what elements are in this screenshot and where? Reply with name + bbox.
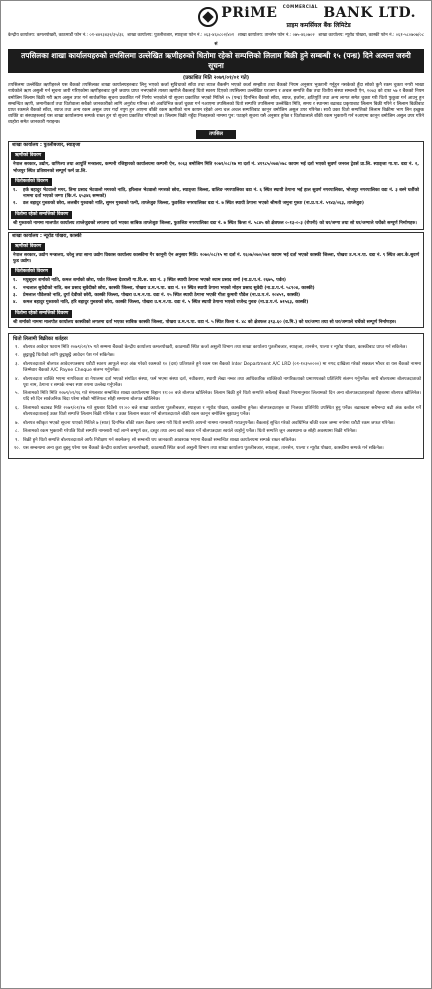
list-item: १. हर्क बहादुर भेटवालो मगर, तिमा प्रसाद भेटवालो मगरको नाति, हरिलाल भेटवालो मगरको छोरा, स्याङ्जा जिल्ला, वालिङ नगरपालिका वडा नं. ६ स्थित स्थायी ठेगाना भई हाल सुवर्ण नगरपालिका, भोजपुर नगरपालिका वडा नं. ३ बस्ने घर्तीको नाममा दर्ता भएको जग्गा (कि.नं. ६५३४६ सम्मको) <box>13 187 419 199</box>
term-item: १. बोलपत्र आवेदन फाराम मिति २०७९/०१/१५ गते सम्ममा बैंकको केन्द्रीय कार्यालय कमलपोखरी, काठमाडौं स्थित कर्जा असुली विभाग तथा शाखा कार्यालय पुतलीबजार, स्याङ्जा, तानसेन, पाल्पा र न्यूरोड पोखरा, कास्कीबाट प्राप्त गर्न सकिनेछ। <box>15 344 407 350</box>
contact-putalibazar: शाखा कार्यालय: पुतलीबजार, स्याङ्जा फोन नं.: ०६३-४६०८०२/४०१ <box>127 33 235 38</box>
branch-section-pokhara <box>8 232 424 329</box>
collateral-owner-list <box>9 188 423 210</box>
branch-location: शाखा कार्यालय : पुतलीबजार, स्याङ्जा <box>12 143 81 148</box>
term-item: ३. बोलपत्रदाताले बोलपत्र आवेदनपत्रसाथ धरौटी स्वरुप आफूले सदर अंक गरेको रकमको १० (दश) प्रतिशतले हुने रकम यस बैंकको Inter Department A/C LRD (०१-१०३५००००) मा नगद दाखिला गरेको सक्कल भौचर वा यस बैंकको नाममा जिम्मेवार बैंकको A/C Payee Cheque संलग्न गर्नुपर्नेछ। <box>15 362 421 374</box>
debtor-details: नेपाल सरकार, उद्योग मन्त्रालय, घरेलु तथा साना उद्योग विकास कार्यालय कास्कीमा गैर कानूनी ऐन अनुसार मिति: २०७०/०८/१५ मा दर्ता नं. १६०७/०७०/०७१ कायम भई दर्ता भएको कास्की जिल्ला, पोखरा उ.म.न.पा. वडा नं. ९ स्थित आर.के.सुवर्ण फुड उद्योग। <box>13 252 419 265</box>
notice-number: सं <box>214 41 218 47</box>
list-item: ३. प्रेमलाल पौडेलको नाति, दुर्गा देवीको छोरी, कास्की जिल्ला, पोखरा उ.म.न.पा. वडा नं. १५ स्थित स्थायी ठेगाना भएकी गीता कुमारी पौडेल (ना.प्र.प.नं. २०४५९, कास्की) <box>13 292 301 298</box>
branch-location: शाखा कार्यालय : न्यूरोड पोखरा, कास्की <box>12 233 82 239</box>
term-item: ६. लिलामको बढाबढ मिति २०७९/०१/१७ गते बुधबार दिउँसो ११:०० बजे शाखा कार्यालय पुतलीबजार, स्याङ्जा र न्यूरोड पोखरा, कास्कीमा हुनेछ। बोलपत्रदाताहरु वा निजका प्रतिनिधि उपस्थित हुनु पर्नेछ। बढाबढमा सबैभन्दा बढी अंक कबोल गर्ने बोलपत्रदातालाई उक्त धितो सम्पत्ति लिलाम बिक्री गरिनेछ र उक्त लिलाम सकार गर्ने बोलपत्रदाताले बाँकी रकम कानून बमोजिम बुझाउनु पर्नेछ। <box>15 405 421 417</box>
header <box>4 5 428 29</box>
contact-head-office: केन्द्रीय कार्यालय: कमलपोखरी, काठमाडौं फोन नं.: ०१-४४२३४३२/३५/३६ <box>8 33 124 38</box>
term-item: १०. यस सम्बन्धमा अन्य कुरा बुझ्नु परेमा यस बैंकको केन्द्रीय कार्यालय कमलपोखरी, काठमाडौं स्थित कर्जा असुली विभाग तथा शाखा कार्यालय पुतलीबजार, स्याङ्जा, तानसेन, पाल्पा र न्यूरोड पोखरा, कास्कीमा सम्पर्क गर्न सकिनेछ। <box>13 446 384 452</box>
notice-title: तपसिलका शाखा कार्यालयहरुको तपसिलमा उल्लेखित ऋणीहरुको धितोमा रहेको सम्पत्तिको लिलाम बिक्री हुने सम्बन्धी १५ (पन्ध्र) दिने अत्यन्त जरुरी सूचना <box>8 49 424 74</box>
tapasil-label: तपसिल <box>196 130 236 139</box>
term-item: ९. बिक्री हुने धितो सम्पत्ति बोलपत्रदाताले आफै निरीक्षण गर्न सक्नेछन्। सो सम्बन्धी थप जानकारी आवश्यक भएमा बैंकको सम्बन्धित शाखा कार्यालयमा सम्पर्क राख्न सकिनेछ। <box>15 437 297 443</box>
branch-section-syangja <box>8 141 424 230</box>
list-item: २. डल बहादुर गुरुङको छोरा, ललबीर गुरुङको नाति, सुमन गुरुङको पत्नी, ताप्लेजुङ जिल्ला, फुङलिङ नगरपालिका वडा नं. ७ स्थित स्थायी ठेगाना भएको श्रीमती जमुना गुरुङ (ना.प्र.प.नं. ५९४३/०६३, ताप्लेजुङ) <box>13 201 364 207</box>
property-details: श्री गुरुङको नाममा मालपोत कार्यालय ताप्लेजुङको लगतमा दर्ता भएका साबिक ताप्लेजुङ जिल्ला, फुङलिङ नगरपालिका वडा नं. ७ स्थित कित्ता नं. ५८४५ को क्षेत्रफल ०-१३-०-३ (रोपनी) को घर/जग्गा तथा सो घर/जग्गाले चर्चेको सम्पूर्ण निर्माणहरु। <box>13 221 417 227</box>
property-title: धितोमा रहेको सम्पत्तिको विवरण <box>11 211 72 219</box>
term-item: ८. लिलामको रकम भुक्तानी गरेपछि धितो सम्पत्ति नामसारी गर्दा लाग्ने सम्पूर्ण कर, दस्तुर तथा अन्य खर्च सकार गर्ने बोलपत्रदाता स्वयंले व्यहोर्नु पर्नेछ। धितो सम्पत्ति जुन अवस्थामा छ सोही अवस्थामा बिक्री गरिनेछ। <box>15 429 357 435</box>
list-item: ४. कमल बहादुर गुरुङको नाति, हरि बहादुर गुरुङको छोरा, कास्की जिल्ला, पोखरा उ.म.न.पा. वडा नं. ५ स्थित स्थायी ठेगाना भएको राजेन्द्र गुरुङ (ना.प्र.प.नं. ७१५६३, कास्की) <box>13 299 309 305</box>
terms-title: धितो लिलामी बिक्रीका शर्तहरुः <box>13 336 68 343</box>
collateral-owner-list <box>9 278 423 308</box>
contact-pokhara: शाखा कार्यालय: न्यूरोड पोखरा, कास्की फोन नं.: ०६१-५८०७०७/०८ <box>318 33 424 38</box>
list-item: २. नन्दलाल सुवेदीको नाति, बल प्रसाद सुवेदीको छोरा, कास्की जिल्ला, पोखरा उ.म.न.पा. वडा नं. १२ स्थित स्थायी ठेगाना भएको मोहन प्रसाद सुवेदी (ना.प्र.प.नं. ५८९०४, कास्की) <box>13 285 315 291</box>
contact-tansen: शाखा कार्यालय: तानसेन फोन नं.: ०७५-४६०७०२ <box>237 33 315 38</box>
list-item: १. मधुसूदन शर्माको नाति, कमल शर्माको छोरा, पर्वत जिल्ला देउराली गा.वि.स. वडा नं. ३ स्थित स्थायी ठेगाना भएको श्याम प्रसाद शर्मा (ना.प्र.प.नं. २६७५, पर्वत) <box>13 278 286 284</box>
debtor-title: ऋणीको विवरण <box>11 152 45 160</box>
term-item: २. छुट्टाछुट्टै धितोको लागि छुट्टाछुट्टै आवेदन पेश गर्न सकिनेछ। <box>15 353 115 359</box>
bank-name: PRiME $^{COMMERCIAL}$ BANK LTD. <box>221 4 416 22</box>
debtor-details: नेपाल सरकार, उद्योग, वाणिज्य तथा आपूर्ति मन्त्रालय, कम्पनी रजिष्ट्रारको कार्यालयमा कम्पनी ऐन, २०६३ बमोजिम मिति २०७१/०८/१७ मा दर्ता नं. ४१९८५/०७४/०७८ कायम भई दर्ता भएको सुवर्ण जनरल ट्रेडर्स प्रा.लि. स्याङ्जा गा.पा. वडा नं. २, भोजपुर स्थित प्रतिष्ठानको सम्पूर्ण फर्म प्रा.लि. <box>13 162 419 174</box>
bank-logo <box>198 4 416 29</box>
publication-date: (प्रकाशित मिति २०७९/०१/०१ गते) <box>182 75 250 82</box>
collateral-owner-title: धितोकर्ताको विवरण <box>11 178 52 186</box>
property-details: श्री शर्माको नाममा मालपोत कार्यालय कास्कीको लगतमा दर्ता भएका साबिक कास्की जिल्ला, पोखरा उ.म.न.पा. वडा नं. ५ स्थित कित्ता नं. ४८ को क्षेत्रफल ३९३.६० (व.मि.) को घर/जग्गा तथा सो घर/जग्गाले चर्चेको सम्पूर्ण निर्माणहरु। <box>13 320 397 326</box>
bank-emblem-icon <box>198 7 218 27</box>
collateral-owner-title: धितोकर्ताको विवरण <box>11 268 52 276</box>
intro-paragraph: तपसिलमा उल्लेखित ऋणीहरुले यस बैंकको तपसिलका शाखा कार्यालयहरुबाट लिनु भएको कर्जा सुविधाको साँवा तथा ब्याज बैंकसँग भएको कर्जा सम्झौता तथा बैंकको नियम अनुसार भुक्तानी गर्नुहुन नसकेको हुँदा सोको कुनै रकम चुक्ता नगरी भाखा नाघेकोले ऋण असुली गर्न सूचना जारी गरिएकोमा ऋणीहरुबाट कुनै जवाफ प्राप्त नभएकोले त्यस्ता ऋणीले बैंकलाई धितो स्वरुप दिएको तपसिलमा उल्लेखित घरजग्गा र अचल सम्पत्ति बैंक तथा वित्तीय संस्था सम्बन्धी ऐन, २०७३ को दफा ५७ र बैंकको नियम बमोजिम लिलाम बिक्री गरी ऋण असुल उपर गर्न सार्वजनिक सूचना प्रकाशित गर्ने निर्णय भएकोले यो सूचना प्रकाशित भएको मितिले १५ (पन्ध्र) दिनभित्र बैंकको साँवा, ब्याज, हर्जाना, क्षतिपूर्ति तथा अन्य लागत समेत चुक्ता गरी धितो फुकुवा गर्न आउनु हुन सम्बन्धित ऋणी, जमानीकर्ता तथा धितोवाला सबैको जानकारीको लागि अनुरोध गरिन्छ। सो अवधिभित्र कर्जा चुक्ता गर्न नआएमा तपसिलको धितो सम्पत्ति तपसिलमा उल्लेखित मिति, समय र स्थानमा बढाबढ प्रकृयाबाट लिलाम बिक्री गरिने र लिलाम बिक्रीबाट प्राप्त रकमले बैंकको साँवा, ब्याज तथा अन्य रकम असुल उपर गर्दा नपुग हुन आएमा बाँकी रकम ऋणीको नाम कायम रहेको अन्य चल अचल सम्पत्तिबाट कानून बमोजिम असुल उपर गरिनेछ। साथै उक्त धितो सम्पत्तिको लिलाम बिक्रीमा भाग लिन इच्छुक व्यक्ति वा संस्थाहरुलाई यस शाखा कार्यालयमा सम्पर्क राख्न हुन यो सूचना प्रकाशित गरिएको छ। लिलाम बिक्री नहुँदा निजहरुको नाममा पुन: पठाइने सूचना यसै अनुसार हुनेछ र धितोवालाले बाँकी रकम भुक्तानी गर्न नआएमा कानून बमोजिम असुल उपर गरिने व्यहोरा समेत जानकारी गराइन्छ। <box>8 83 424 126</box>
bank-name-nepali: प्राइम कमर्सियल बैंक लिमिटेड <box>286 21 351 29</box>
debtor-title: ऋणीको विवरण <box>11 243 45 251</box>
office-contacts <box>4 30 428 42</box>
term-item: ५. लिलामको मिति मिति २०७९/०१/१६ गते मंगलबार सम्बन्धित शाखा कार्यालयमा बिहान ११:०० बजे बोलपत्र खोलिनेछ। लिलाम बिक्री हुने धितो सम्पत्ति सबैलाई बैंकको नियमानुसार लिलामको दिन अन्य बोलपत्रदाताहरुको रोहबरमा बोलपत्र खोलिनेछ। यदि सो दिन सार्वजनिक बिदा परेमा सोको भोलिपल्ट सोही समयमा बोलपत्र खोलिनेछ। <box>15 391 421 403</box>
property-title: धितोमा रहेको सम्पत्तिको विवरण <box>11 310 72 318</box>
term-item: ७. बोलपत्र स्वीकृत भएको सूचना पाएको मितिले ७ (सात) दिनभित्र बाँकी रकम बैंकमा जम्मा गरी धितो सम्पत्ति आफ्नो नाममा नामसारी गराउनुपर्नेछ। बैंकलाई सूचित गरेको अवधिभित्र बाँकी रकम जम्मा नगरेमा धरौटी रकम जफत गरिनेछ। <box>15 420 395 426</box>
auction-terms <box>8 333 424 459</box>
term-item: ४. बोलपत्रदाता व्यक्ति भएमा नागरिकता वा नेपालमा दर्ता भएको संगठित संस्था, फर्म भएमा संस्था दर्ता, नवीकरण, स्थायी लेखा नम्बर तथा आधिकारिक व्यक्तिको नागरिकताको प्रमाणपत्रको प्रतिलिपि संलग्न गर्नुपर्नेछ। साथै बोलपत्रमा बोलपत्रदाताको पूरा नाम, ठेगाना र सम्पर्क नम्बर स्पष्ट रुपमा उल्लेख गर्नुपर्नेछ। <box>15 376 421 388</box>
